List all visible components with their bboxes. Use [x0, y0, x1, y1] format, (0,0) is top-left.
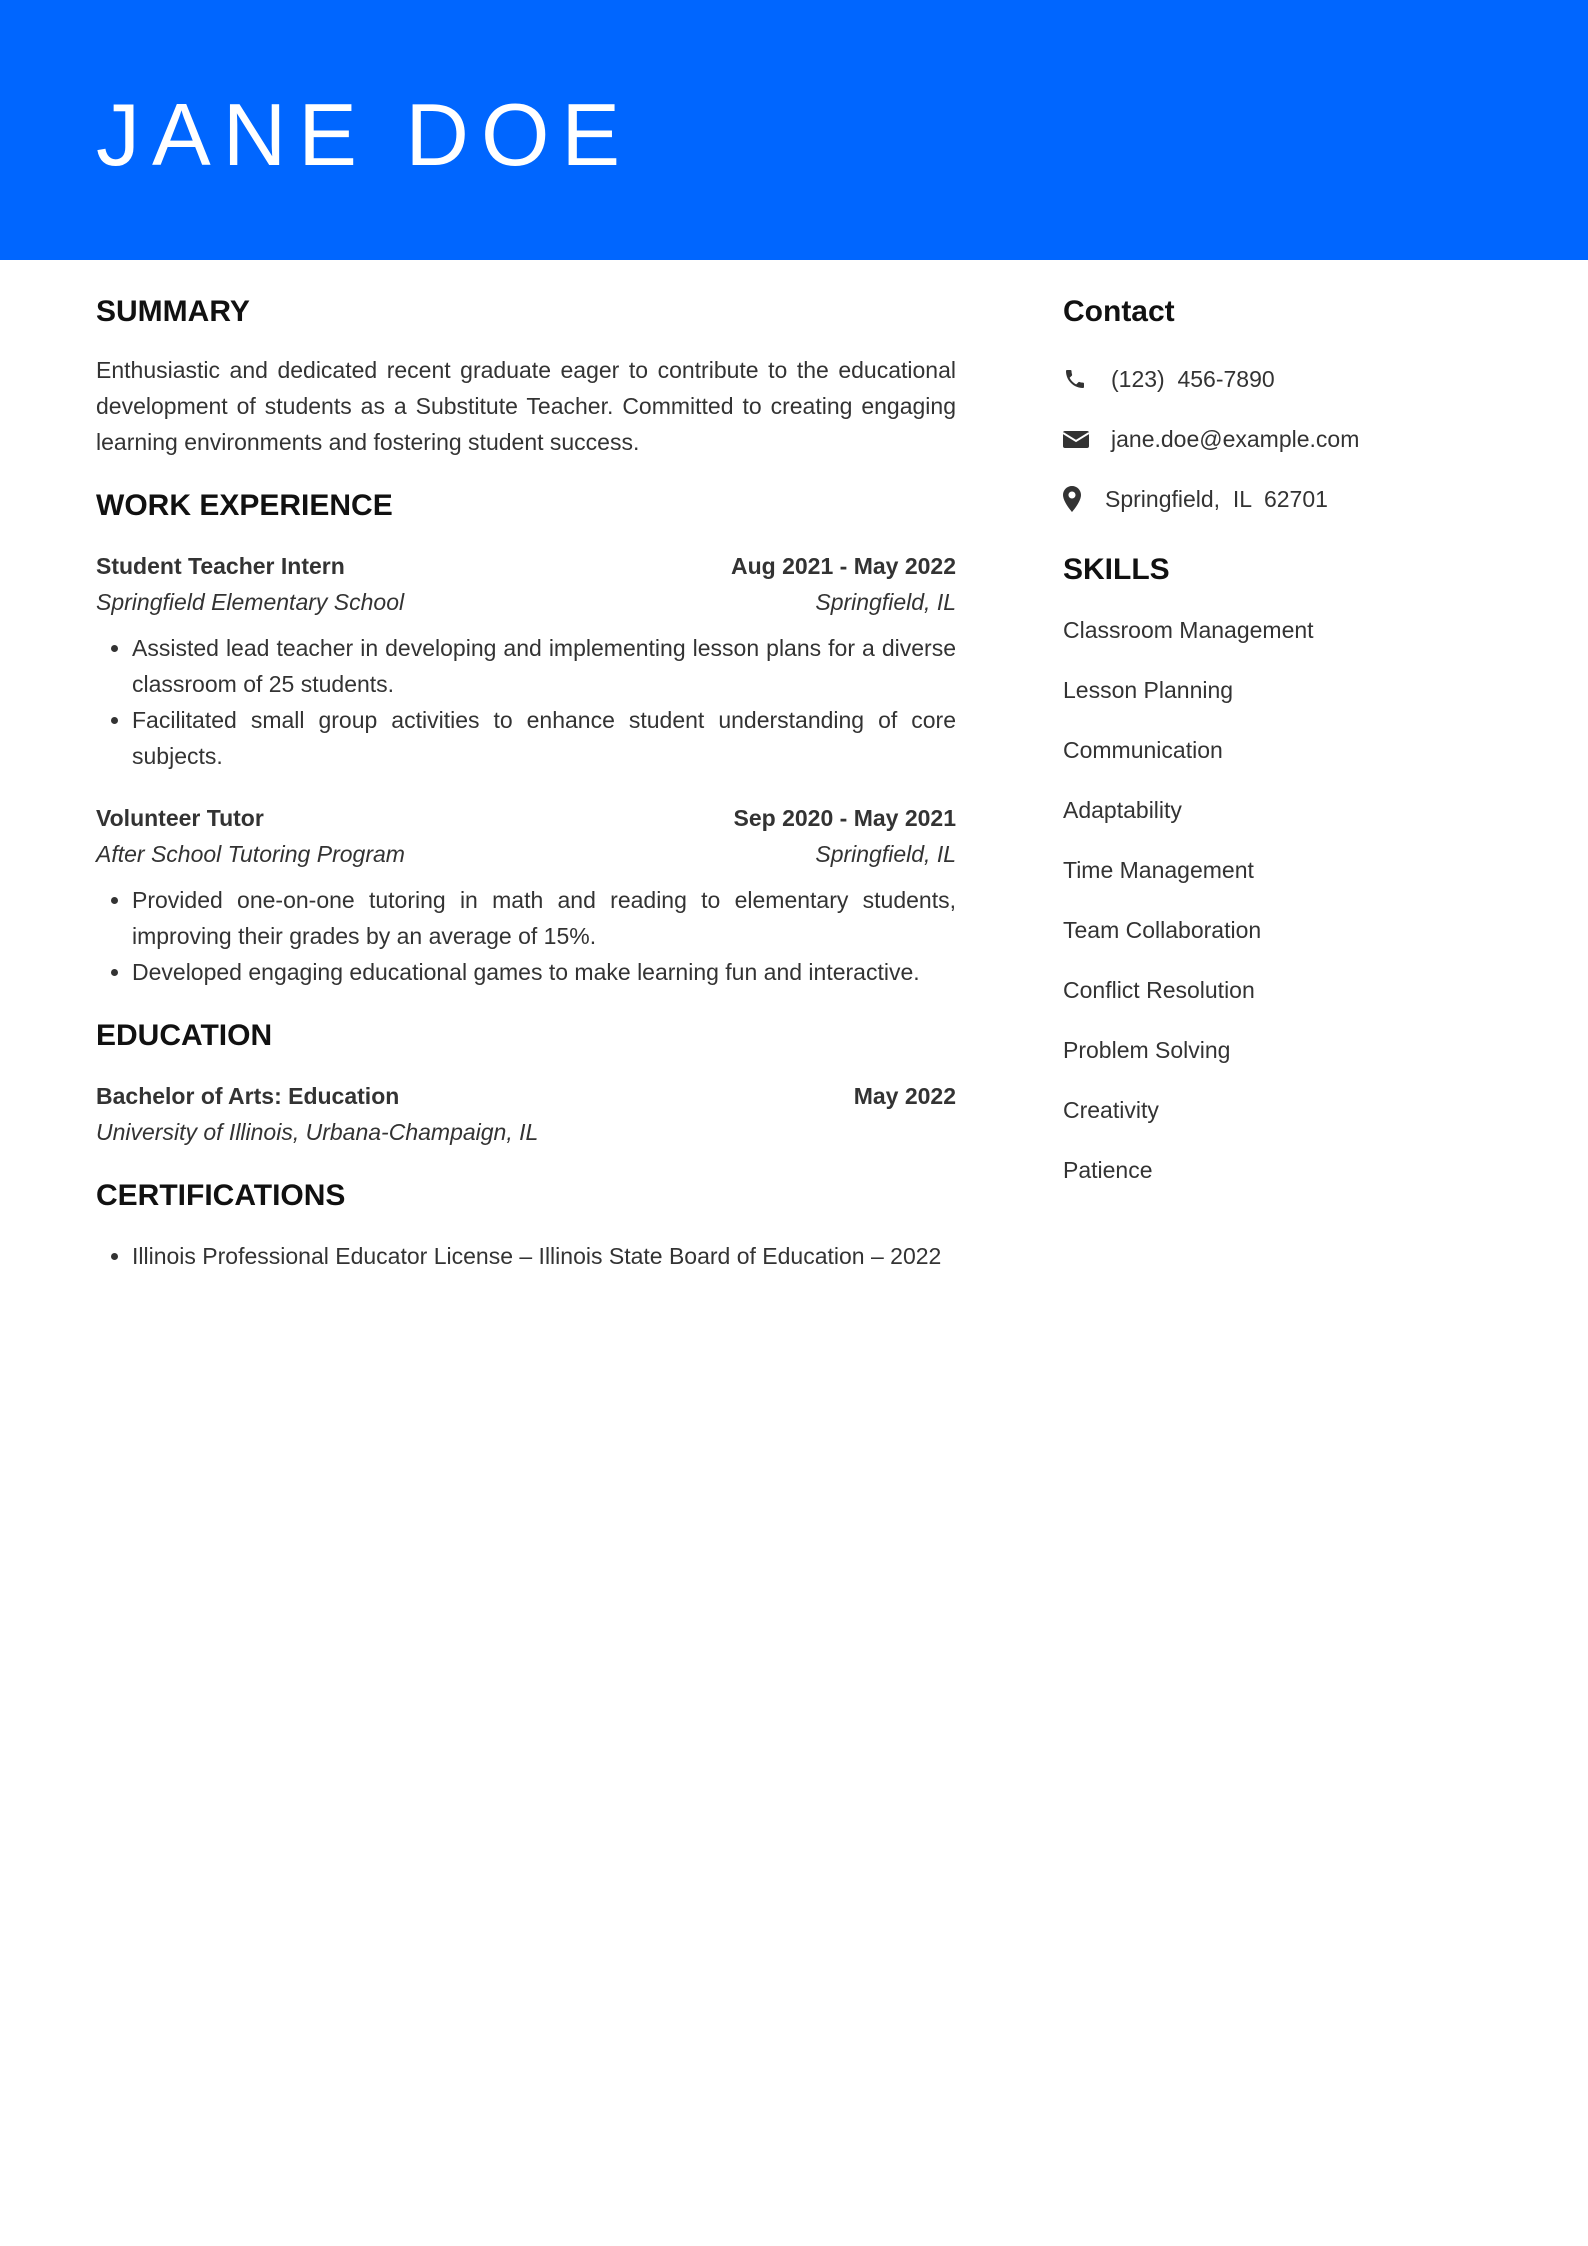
education-entry [96, 1078, 956, 1150]
work-experience-section [96, 486, 956, 990]
school: University of Illinois, Urbana-Champaign, IL [96, 1119, 539, 1145]
job-bullet: • Assisted lead teacher in developing and implementing lesson plans for a diverse classroom of 25 students. [132, 630, 956, 702]
degree: Bachelor of Arts: Education [96, 1083, 400, 1109]
phone-number[interactable]: (123) 456-7890 [1111, 366, 1275, 392]
skill-item: Conflict Resolution [1063, 977, 1255, 1003]
skill-item: Adaptability [1063, 797, 1182, 823]
skill-item: Patience [1063, 1157, 1153, 1183]
job-bullets [96, 882, 956, 990]
email-address[interactable]: jane.doe@example.com [1111, 426, 1360, 452]
contact-heading: Contact [1063, 295, 1175, 328]
skill-item: Classroom Management [1063, 617, 1314, 643]
address: Springfield, IL 62701 [1105, 486, 1328, 512]
contact-phone [1063, 364, 1503, 394]
header-banner [0, 0, 1588, 260]
work-experience-heading: WORK EXPERIENCE [96, 489, 393, 522]
certifications-section [96, 1176, 956, 1274]
job-title: Volunteer Tutor [96, 805, 264, 831]
phone-icon [1063, 367, 1111, 391]
certifications-list [96, 1238, 956, 1274]
candidate-name: JANE DOE [96, 85, 633, 184]
job-entry [96, 800, 956, 990]
contact-address [1063, 484, 1503, 514]
job-bullets [96, 630, 956, 774]
education-section [96, 1016, 956, 1150]
skills-section [1063, 550, 1503, 1188]
skill-item: Time Management [1063, 857, 1254, 883]
job-bullet: • Facilitated small group activities to enhance student understanding of core subjects. [132, 702, 956, 774]
contact-section [1063, 292, 1503, 514]
sidebar-column [1063, 292, 1503, 1212]
main-column [96, 292, 956, 1274]
job-title: Student Teacher Intern [96, 553, 345, 579]
skill-item: Problem Solving [1063, 1037, 1231, 1063]
skill-item: Creativity [1063, 1097, 1159, 1123]
skills-list [1063, 612, 1503, 1188]
map-marker-icon [1063, 486, 1105, 512]
job-organization: After School Tutoring Program [96, 841, 405, 867]
graduation-date: May 2022 [853, 1083, 956, 1109]
certifications-heading: CERTIFICATIONS [96, 1179, 346, 1212]
summary-section [96, 292, 956, 460]
skills-heading: SKILLS [1063, 553, 1170, 586]
skill-item: Lesson Planning [1063, 677, 1234, 703]
job-bullet: • Developed engaging educational games to make learning fun and interactive. [132, 954, 956, 990]
skill-item: Communication [1063, 737, 1223, 763]
envelope-icon [1063, 429, 1111, 449]
job-bullet: • Provided one-on-one tutoring in math and reading to elementary students, improving their grades by an average of 15%. [132, 882, 956, 954]
contact-email [1063, 424, 1503, 454]
job-entry [96, 548, 956, 774]
job-organization: Springfield Elementary School [96, 589, 405, 615]
job-dates: Aug 2021 - May 2022 [730, 553, 956, 579]
job-dates: Sep 2020 - May 2021 [733, 805, 956, 831]
summary-heading: SUMMARY [96, 295, 250, 328]
skill-item: Team Collaboration [1063, 917, 1262, 943]
certification-item: • Illinois Professional Educator License – Illinois State Board of Education – 2022 [132, 1238, 956, 1274]
job-location: Springfield, IL [815, 841, 956, 867]
job-location: Springfield, IL [815, 589, 956, 615]
education-heading: EDUCATION [96, 1019, 273, 1052]
summary-text: Enthusiastic and dedicated recent graduate eager to contribute to the educational development of students as a Substitute Teacher. Committed to creating engaging learning environments and fostering student success. [96, 357, 956, 455]
